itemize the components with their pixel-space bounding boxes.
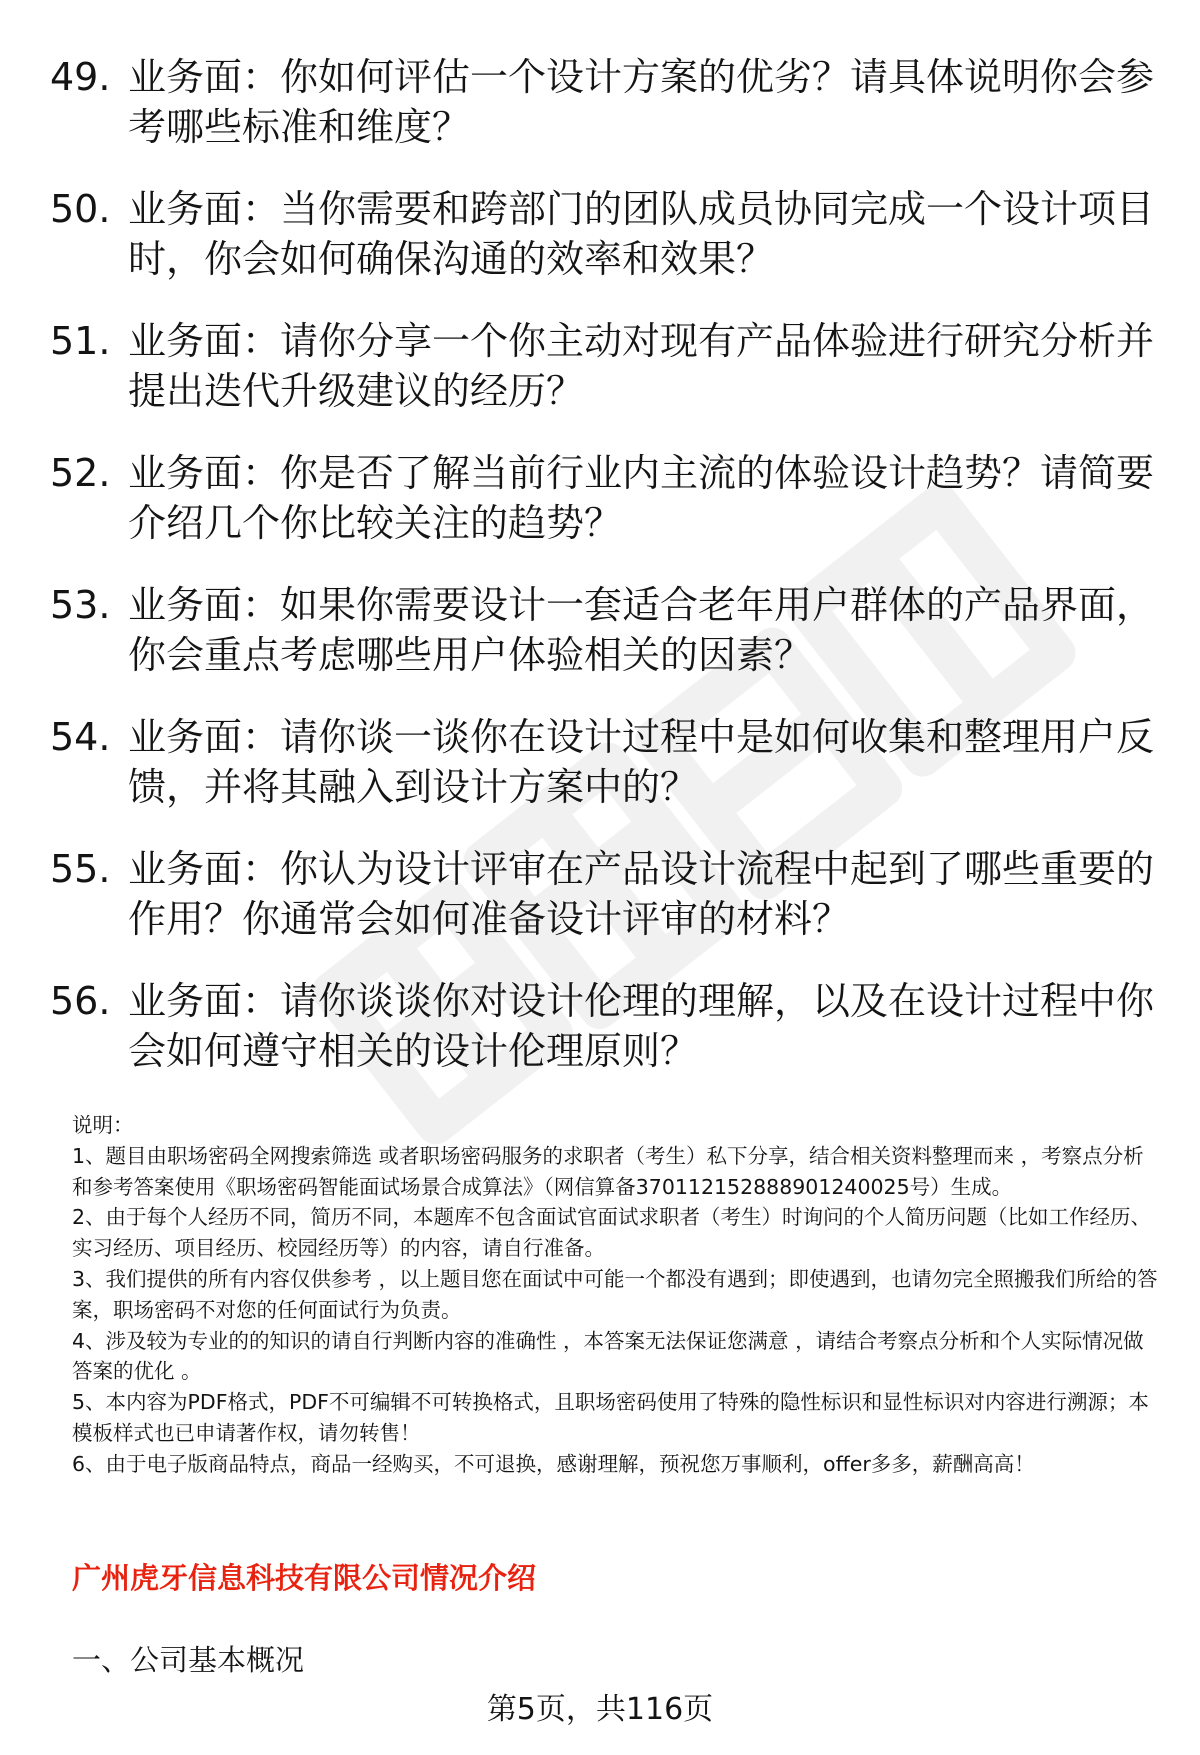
note-item: 6、由于电子版商品特点，商品一经购买，不可退换，感谢理解，预祝您万事顺利，offer多多，薪酬高高！ (72, 1451, 1035, 1476)
question-number: 51. (50, 319, 111, 363)
question-item (50, 52, 1160, 152)
question-list (50, 52, 1160, 1108)
note-item: 4、涉及较为专业的的知识的请自行判断内容的准确性 ，本答案无法保证您满意 ，请结合考察点分析和个人实际情况做答案的优化 。 (72, 1328, 1144, 1384)
question-text: 业务面：当你需要和跨部门的团队成员协同完成一个设计项目时，你会如何确保沟通的效率和效果？ (128, 187, 1155, 281)
question-item (50, 448, 1160, 548)
note-item: 2、由于每个人经历不同，简历不同，本题库不包含面试官面试求职者（考生）时询问的个人简历问题（比如工作经历、实习经历、项目经历、校园经历等）的内容，请自行准备。 (72, 1205, 1152, 1261)
question-item (50, 316, 1160, 416)
question-text: 业务面：请你分享一个你主动对现有产品体验进行研究分析并提出迭代升级建议的经历？ (128, 319, 1155, 413)
question-item (50, 712, 1160, 812)
question-number: 54. (50, 715, 111, 759)
section-heading: 一、公司基本概况 (72, 1643, 305, 1677)
question-number: 50. (50, 187, 111, 231)
question-item (50, 844, 1160, 944)
disclaimer-notes (72, 1110, 1162, 1480)
question-text: 业务面：如果你需要设计一套适合老年用户群体的产品界面，你会重点考虑哪些用户体验相关的因素？ (128, 583, 1155, 677)
note-item: 5、本内容为PDF格式，PDF不可编辑不可转换格式，且职场密码使用了特殊的隐性标识和显性标识对内容进行溯源；本模板样式也已申请著作权，请勿转售！ (72, 1390, 1149, 1445)
question-item (50, 580, 1160, 680)
question-number: 49. (50, 55, 111, 99)
question-item (50, 976, 1160, 1076)
note-item: 3、我们提供的所有内容仅供参考 ，以上题目您在面试中可能一个都没有遇到；即使遇到，也请勿完全照搬我们所给的答案，职场密码不对您的任何面试行为负责。 (72, 1266, 1158, 1322)
question-number: 52. (50, 451, 111, 495)
notes-heading: 说明： (72, 1113, 134, 1137)
question-text: 业务面：你认为设计评审在产品设计流程中起到了哪些重要的作用？你通常会如何准备设计评审的材料？ (128, 847, 1155, 941)
question-text: 业务面：请你谈一谈你在设计过程中是如何收集和整理用户反馈，并将其融入到设计方案中的？ (128, 715, 1155, 809)
company-title: 广州虎牙信息科技有限公司情况介绍 (72, 1561, 537, 1595)
note-item: 1、题目由职场密码全网搜索筛选 或者职场密码服务的求职者（考生）私下分享，结合相关资料整理而来 ，考察点分析和参考答案使用《职场密码智能面试场景合成算法》（网信算备370112152888901240025号）生成。 (72, 1143, 1144, 1199)
question-number: 53. (50, 583, 111, 627)
question-number: 55. (50, 847, 111, 891)
question-text: 业务面：你是否了解当前行业内主流的体验设计趋势？请简要介绍几个你比较关注的趋势？ (128, 451, 1155, 545)
page-number-footer: 第5页，共116页 (486, 1692, 714, 1727)
question-number: 56. (50, 979, 111, 1023)
question-text: 业务面：你如何评估一个设计方案的优劣？请具体说明你会参考哪些标准和维度？ (128, 55, 1155, 149)
question-item (50, 184, 1160, 284)
question-text: 业务面：请你谈谈你对设计伦理的理解，以及在设计过程中你会如何遵守相关的设计伦理原则？ (128, 979, 1155, 1073)
